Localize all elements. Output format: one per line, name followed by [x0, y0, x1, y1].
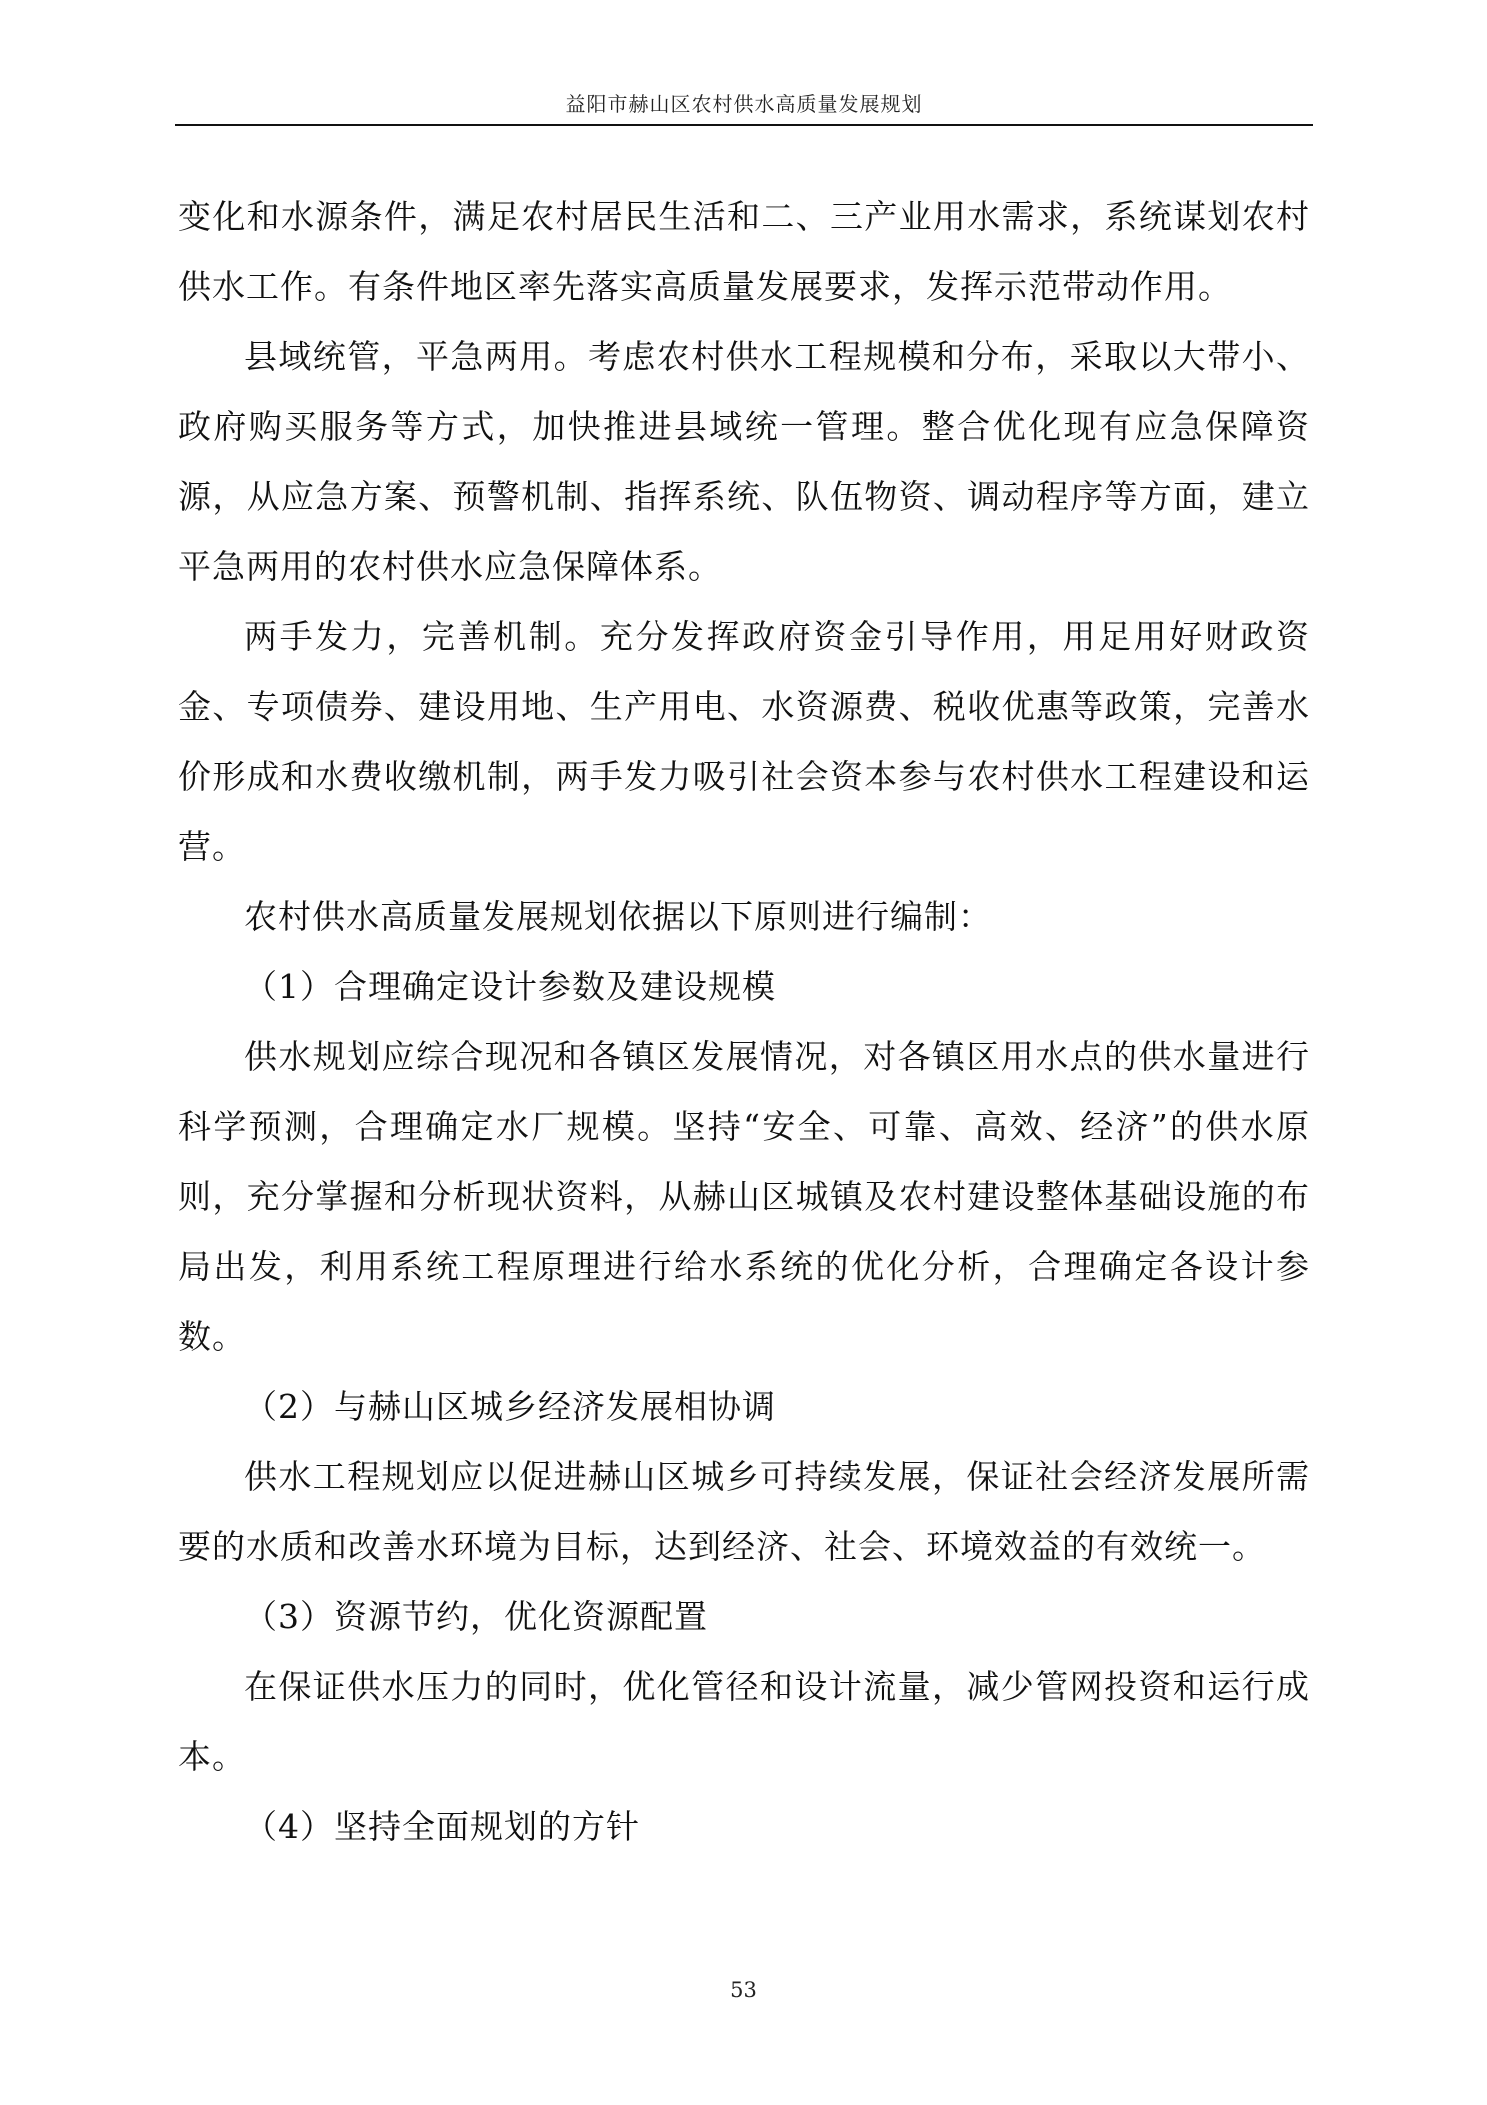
paragraph-mechanism: 两手发力，完善机制。充分发挥政府资金引导作用，用足用好财政资金、专项债券、建设用地、生产用电、水资源费、税收优惠等政策，完善水价形成和水费收缴机制，两手发力吸引社会资本参与农村供水工程建设和运营。: [178, 617, 1310, 866]
principle-body-3: 在保证供水压力的同时，优化管径和设计流量，减少管网投资和运行成本。: [178, 1667, 1310, 1776]
principle-heading-3: （3）资源节约，优化资源配置: [244, 1597, 708, 1636]
principle-body-2: 供水工程规划应以促进赫山区城乡可持续发展，保证社会经济发展所需要的水质和改善水环境为目标，达到经济、社会、环境效益的有效统一。: [178, 1457, 1310, 1566]
page-number: 53: [730, 1978, 757, 2002]
paragraph-county-management: 县域统管，平急两用。考虑农村供水工程规模和分布，采取以大带小、政府购买服务等方式，加快推进县域统一管理。整合优化现有应急保障资源，从应急方案、预警机制、指挥系统、队伍物资、调动程序等方面，建立平急两用的农村供水应急保障体系。: [178, 337, 1310, 586]
paragraph-principles-intro: 农村供水高质量发展规划依据以下原则进行编制：: [244, 897, 992, 936]
paragraph-continuation: 变化和水源条件，满足农村居民生活和二、三产业用水需求，系统谋划农村供水工作。有条件地区率先落实高质量发展要求，发挥示范带动作用。: [178, 197, 1310, 306]
principle-heading-1: （1）合理确定设计参数及建设规模: [244, 967, 776, 1006]
document-body: [178, 182, 1310, 1862]
principle-heading-2: （2）与赫山区城乡经济发展相协调: [244, 1387, 776, 1426]
running-header: 益阳市赫山区农村供水高质量发展规划: [565, 92, 923, 116]
principle-body-1: 供水规划应综合现况和各镇区发展情况，对各镇区用水点的供水量进行科学预测，合理确定水厂规模。坚持“安全、可靠、高效、经济”的供水原则，充分掌握和分析现状资料，从赫山区城镇及农村建设整体基础设施的布局出发，利用系统工程原理进行给水系统的优化分析，合理确定各设计参数。: [178, 1037, 1310, 1356]
principle-heading-4: （4）坚持全面规划的方针: [244, 1807, 640, 1846]
header-divider: [175, 124, 1313, 126]
